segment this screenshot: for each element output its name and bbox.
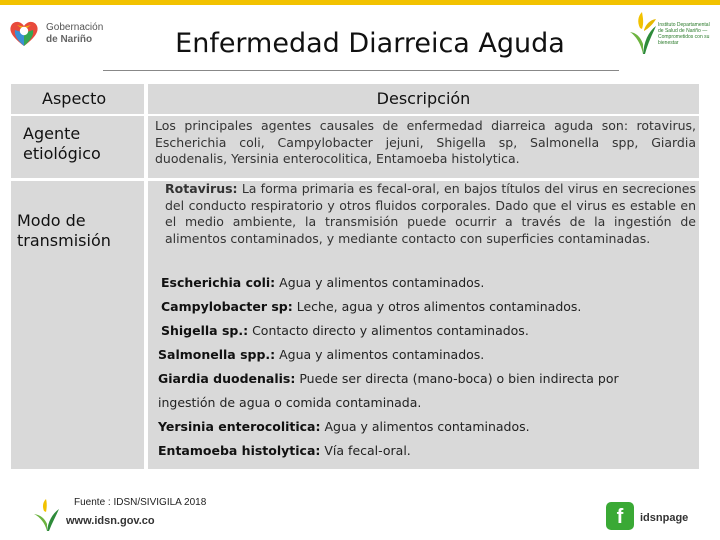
pathogen-name: Escherichia coli:: [161, 275, 276, 290]
pathogen-text: Contacto directo y alimentos contaminados.: [248, 323, 529, 338]
column-header-aspect: [11, 84, 144, 114]
source-note: Fuente : IDSN/SIVIGILA 2018: [74, 497, 207, 508]
pathogen-line: [158, 395, 421, 411]
row-transmission-aspect-cell: [11, 181, 144, 469]
logo-text-line1: Gobernación: [46, 22, 104, 33]
idsn-plant-icon: [626, 10, 660, 56]
website-link[interactable]: www.idsn.gov.co: [66, 515, 155, 527]
pathogen-line: [161, 275, 484, 291]
page-title: Enfermedad Diarreica Aguda: [175, 28, 565, 59]
gobernacion-narino-logo: [8, 16, 118, 50]
pathogen-text: Agua y alimentos contaminados.: [275, 275, 485, 290]
column-header-aspect-label: Aspecto: [42, 89, 107, 108]
pathogen-text: Agua y alimentos contaminados.: [320, 419, 530, 434]
rotavirus-name: Rotavirus:: [165, 181, 238, 196]
aspect-transmission-label: Modo de transmisión: [17, 211, 111, 250]
heart-logo-icon: [8, 18, 40, 48]
row-agent-aspect-cell: [11, 116, 144, 178]
top-accent-bar: [0, 0, 720, 5]
pathogen-name: Campylobacter sp:: [161, 299, 293, 314]
pathogen-text: Agua y alimentos contaminados.: [275, 347, 485, 362]
pathogen-text: Vía fecal-oral.: [320, 443, 411, 458]
aspect-agent-label: Agente etiológico: [23, 124, 101, 163]
column-header-description: [148, 84, 699, 114]
idsn-logo-text: Instituto Departamental de Salud de Nariño — Comprometidos con su bienestar: [658, 22, 710, 46]
pathogen-line: [158, 371, 619, 387]
rotavirus-paragraph: [165, 181, 696, 247]
facebook-handle-link[interactable]: idsnpage: [640, 512, 689, 524]
pathogen-text: Leche, agua y otros alimentos contaminados.: [292, 299, 582, 314]
pathogen-line: [158, 419, 530, 435]
pathogen-line: [161, 299, 581, 315]
idsn-logo: [626, 10, 712, 56]
pathogen-name: Shigella sp.:: [161, 323, 249, 338]
pathogen-name: Yersinia enterocolitica:: [158, 419, 321, 434]
logo-text-line2: de Nariño: [46, 34, 93, 45]
pathogen-line: [158, 443, 411, 459]
pathogen-name: Giardia duodenalis:: [158, 371, 296, 386]
agent-description-text: Los principales agentes causales de enfermedad diarreica aguda son: rotavirus, Escherichia coli, Campylobacter jejuni, Shigella sp, Salmonella spp, Giardia duodenalis, Yersinia enterocolitica, Entamoeba histolytica.: [155, 118, 696, 166]
column-header-description-label: Descripción: [376, 89, 471, 108]
idsn-footer-plant-icon: [32, 498, 62, 532]
pathogen-text: Puede ser directa (mano-boca) o bien indirecta por: [295, 371, 619, 386]
pathogen-line: [161, 323, 529, 339]
facebook-icon[interactable]: f: [606, 502, 634, 530]
pathogen-line: [158, 347, 484, 363]
pathogen-name: Salmonella spp.:: [158, 347, 276, 362]
pathogen-name: Entamoeba histolytica:: [158, 443, 321, 458]
pathogen-text: ingestión de agua o comida contaminada.: [158, 395, 422, 410]
title-divider: [103, 70, 619, 71]
row-transmission-description-cell: [148, 181, 699, 469]
rotavirus-description: La forma primaria es fecal-oral, en bajos títulos del virus en secreciones del conducto respiratorio y otros fluidos corporales. Dado que el virus es estable en el medio ambiente, la transmisión puede ocurrir a través de la ingestión de alimentos contaminados, y mediante contacto con superficies contaminadas.: [165, 181, 696, 246]
row-agent-description-cell: [148, 116, 699, 178]
